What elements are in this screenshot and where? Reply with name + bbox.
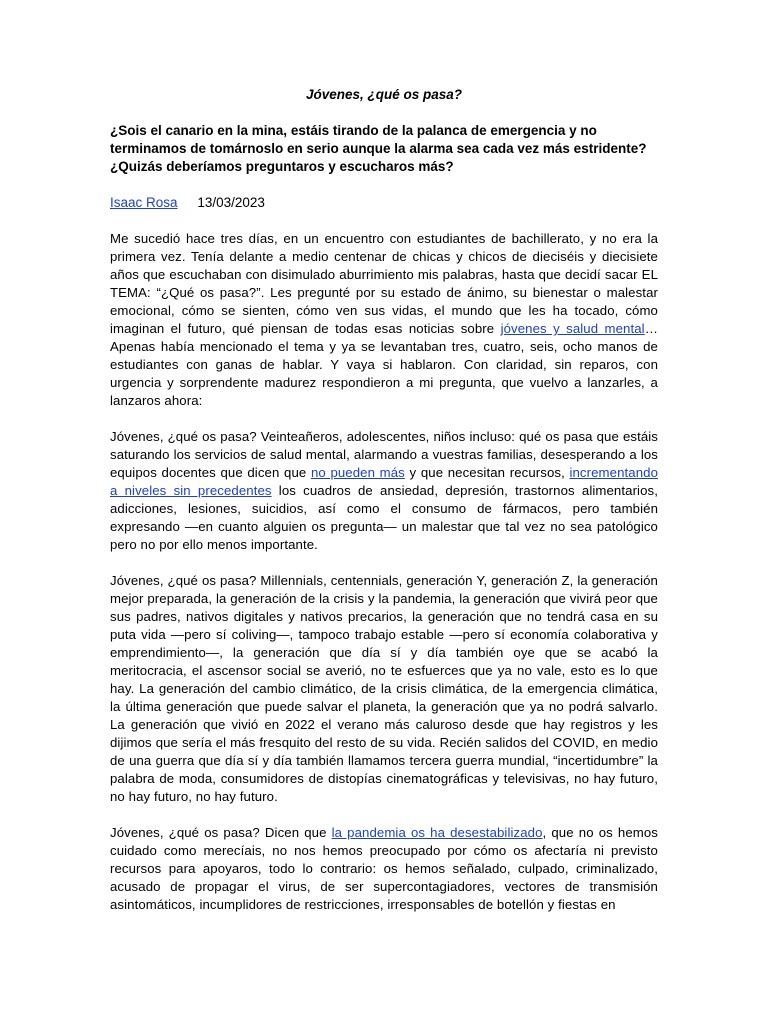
publish-date: 13/03/2023 xyxy=(197,195,265,210)
paragraph-3: Jóvenes, ¿qué os pasa? Millennials, centennials, generación Y, generación Z, la generación mejor preparada, la generación de la crisis y la pandemia, la generación que vivirá peor que sus padres, nativos digitales y nativos precarios, la generación que no tendrá casa en su puta vida —pero sí coliving—, tampoco trabajo estable —pero sí economía colaborativa y emprendimiento—, la generación que día sí y día también oye que se acabó la meritocracia, el ascensor social se averió, no te esfuerces que ya no vale, esto es lo que hay. La generación del cambio climático, de la crisis climática, de la emergencia climática, la última generación que puede salvar el planeta, la generación que ya no podrá salvarlo. La generación que vivió en 2022 el verano más caluroso desde que hay registros y les dijimos que sería el más fresquito del resto de su vida. Recién salidos del COVID, en medio de una guerra que día sí y día también llamamos tercera guerra mundial, “incertidumbre” la palabra de moda, consumidores de distopías cinematográficas y televisivas, no hay futuro, no hay futuro, no hay futuro. xyxy=(110,573,658,804)
link-no-pueden-mas[interactable]: no pueden más xyxy=(310,465,405,480)
article-subtitle: ¿Sois el canario en la mina, estáis tirando de la palanca de emergencia y no terminamos de tomárnoslo en serio aunque la alarma sea cada vez más estridente? ¿Quizás deberíamos preguntaros y escucharos más? xyxy=(110,123,647,174)
paragraph-1-text-a: Me sucedió hace tres días, en un encuentro con estudiantes de bachillerato, y no era la primera vez. Tenía delante a medio centenar de chicas y chicos de dieciséis y diecisiete años que escuchaban con disimulado aburrimiento mis palabras, hasta que decidí sacar EL TEMA: “¿Qué os pasa?”. Les pregunté por su estado de ánimo, su bienestar o malestar emocional, cómo se sienten, cómo ven sus vidas, el mundo que les ha tocado, cómo imaginan el futuro, qué piensan de todas esas noticias sobre xyxy=(110,231,658,336)
paragraph-1 xyxy=(110,230,658,410)
paragraph-4-text-b: , que no os hemos cuidado como merecíais, no nos hemos preocupado por cómo os afectaría ni previsto recursos para apoyaros, todo lo contrario: os hemos señalado, culpado, criminalizado, acusado de propagar el virus, de ser supercontagiadores, vectores de transmisión asintomáticos, incumplidores de restricciones, irresponsables de botellón y fiestas en xyxy=(110,825,658,912)
article-title: Jóvenes, ¿qué os pasa? xyxy=(305,87,463,102)
byline xyxy=(110,194,658,212)
paragraph-2-text-c: los cuadros de ansiedad, depresión, trastornos alimentarios, adicciones, lesiones, suicidios, así como el consumo de fármacos, pero también expresando —en cuanto alguien os pregunta— un malestar que tal vez no sea patológico pero no por ello menos importante. xyxy=(110,483,658,552)
link-pandemia-desestabilizado[interactable]: la pandemia os ha desestabilizado xyxy=(331,825,543,840)
paragraph-1-text-b: … Apenas había mencionado el tema y ya se levantaban tres, cuatro, seis, ocho manos de estudiantes con ganas de hablar. Y vaya si hablaron. Con claridad, sin reparos, con urgencia y sorprendente madurez respondieron a mi pregunta, que vuelvo a lanzarles, a lanzaros ahora: xyxy=(110,321,658,408)
paragraph-2-text-a: Jóvenes, ¿qué os pasa? Veinteañeros, adolescentes, niños incluso: qué os pasa que estáis saturando los servicios de salud mental, alarmando a vuestras familias, desesperando a los equipos docentes que dicen que xyxy=(110,429,658,480)
author-link[interactable]: Isaac Rosa xyxy=(110,195,178,210)
paragraph-2 xyxy=(110,428,658,554)
link-jovenes-salud-mental[interactable]: jóvenes y salud mental xyxy=(500,321,645,336)
paragraph-2-text-b: y que necesitan recursos, xyxy=(404,465,570,480)
paragraph-4-text-a: Jóvenes, ¿qué os pasa? Dicen que xyxy=(110,825,332,840)
document-page xyxy=(110,86,658,932)
link-incrementando-niveles[interactable]: incrementando a niveles sin precedentes xyxy=(110,465,659,498)
paragraph-4 xyxy=(110,824,658,914)
